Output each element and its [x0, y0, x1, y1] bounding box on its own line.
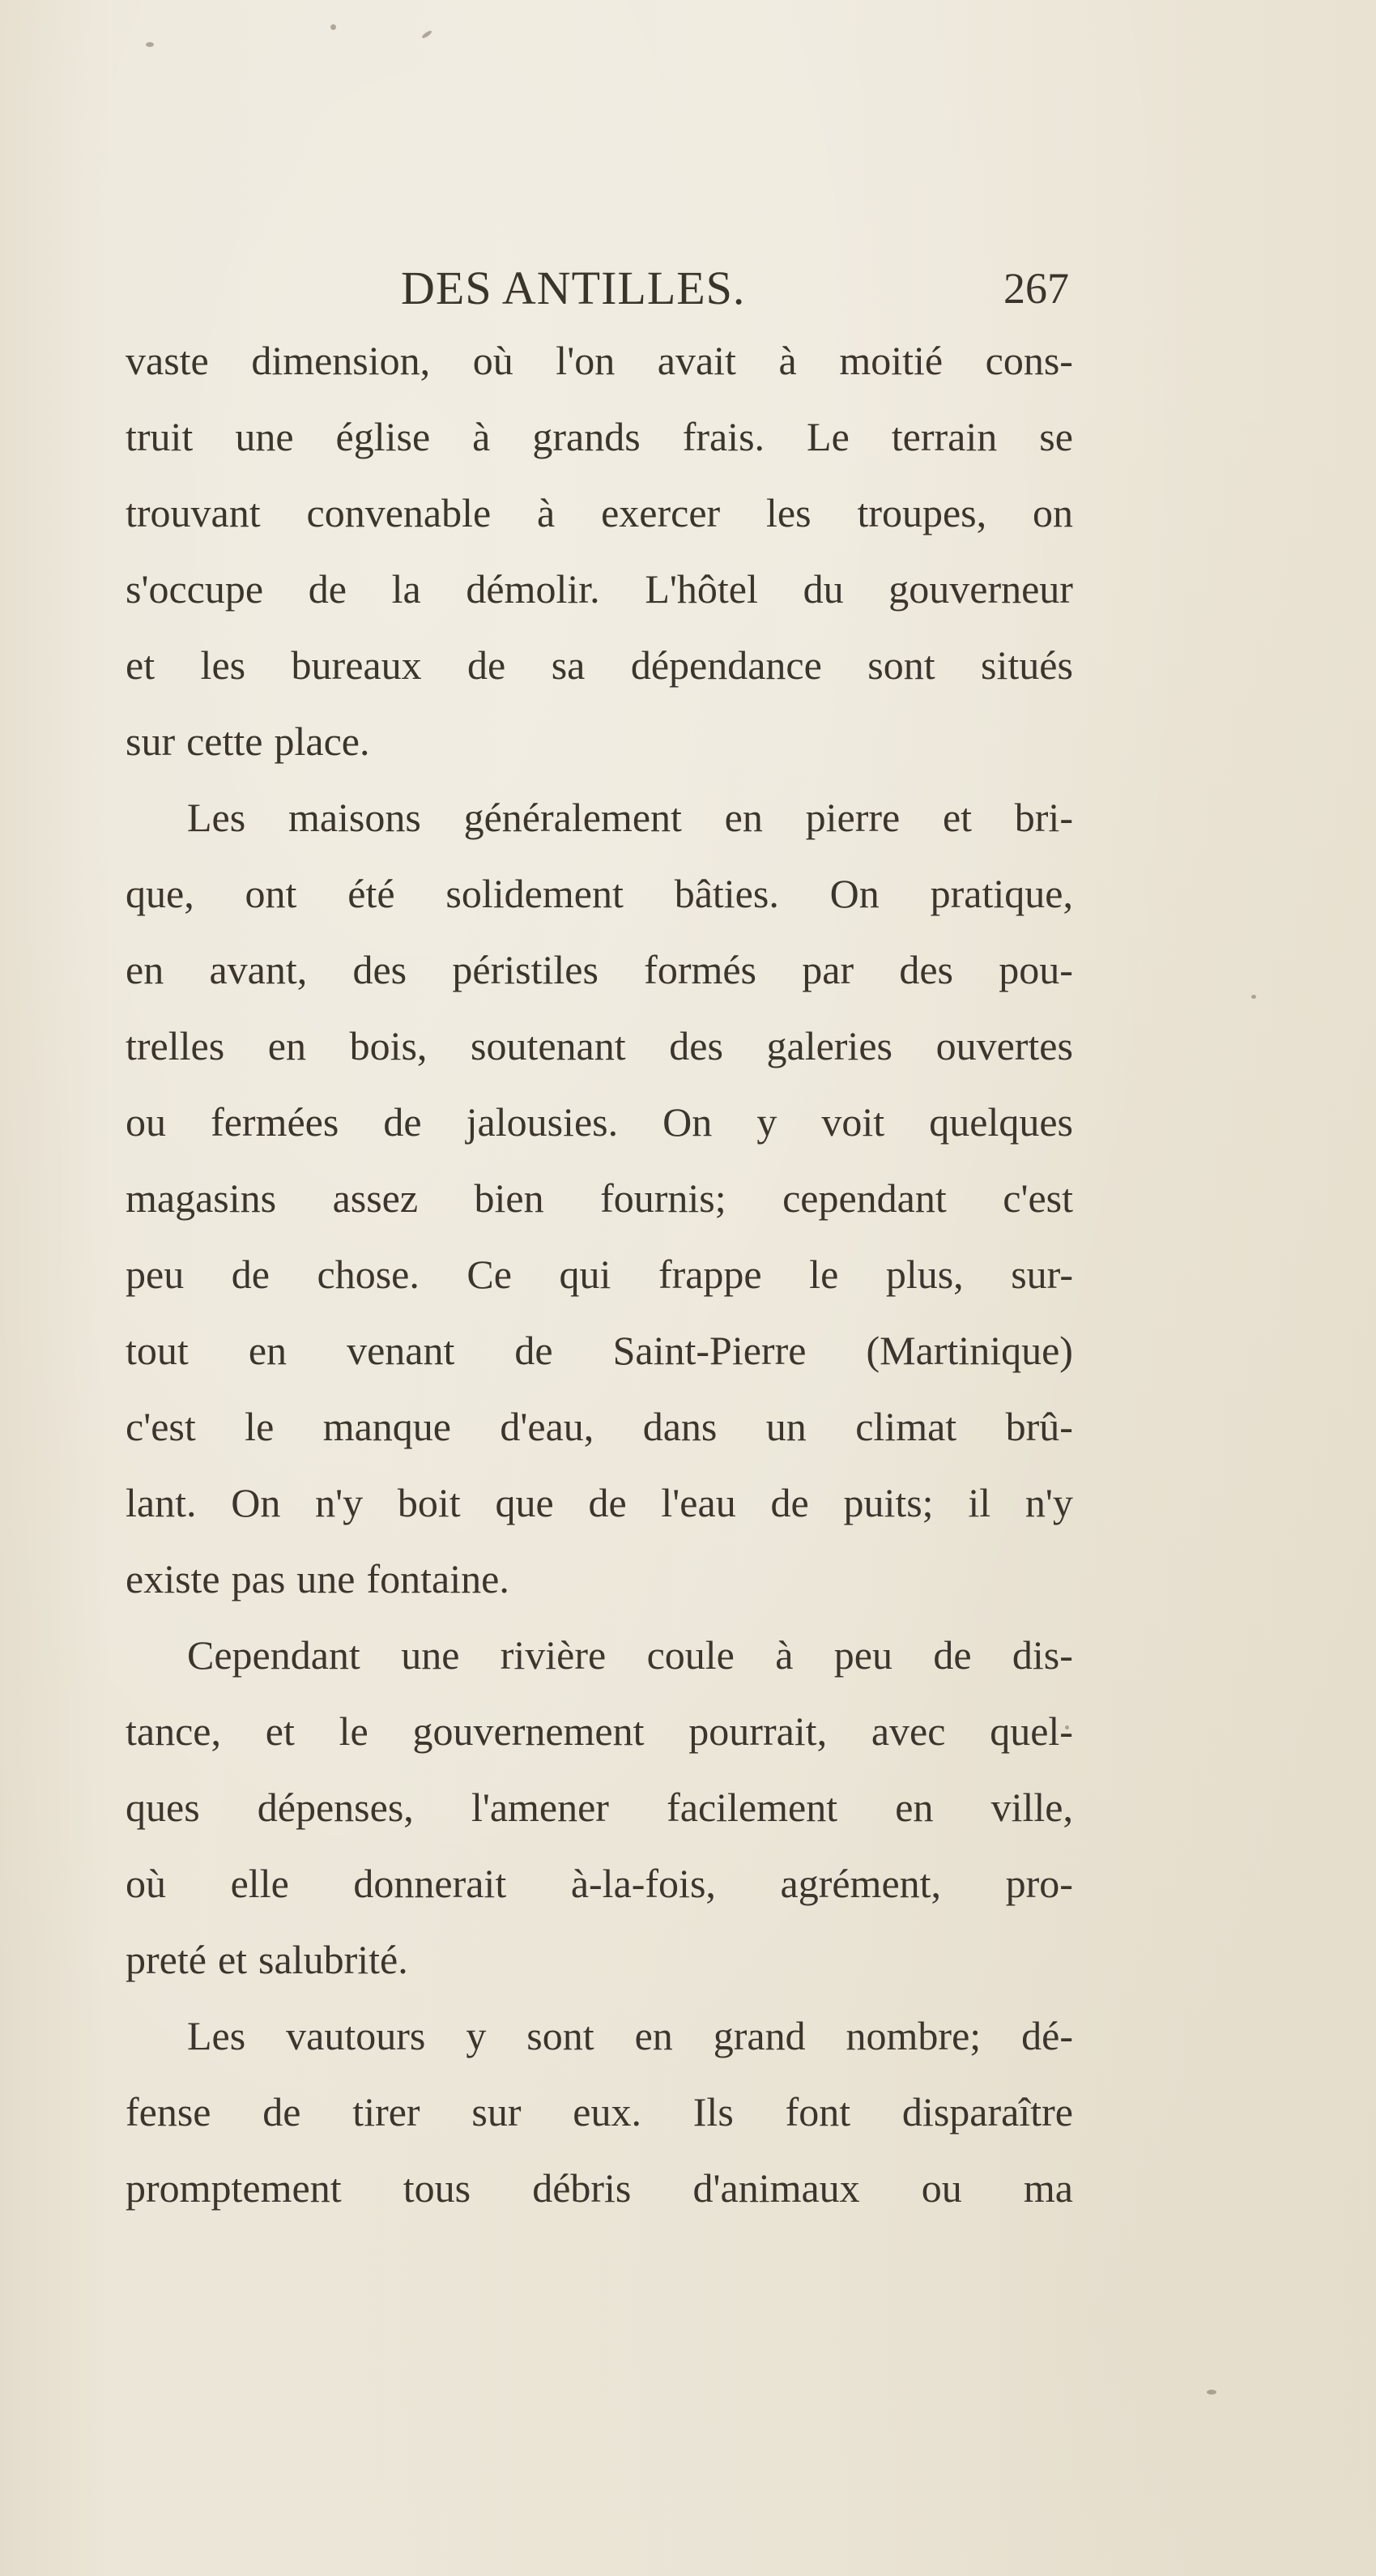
word: disparaître	[901, 2089, 1073, 2135]
word: bureaux	[291, 642, 422, 688]
word: du	[803, 566, 844, 612]
word: pourrait,	[688, 1708, 828, 1754]
text-line	[126, 703, 1073, 779]
word: à	[775, 1632, 794, 1678]
word: été	[347, 871, 395, 916]
word: moitié	[839, 338, 944, 383]
word: fontaine.	[366, 1556, 509, 1601]
text-line	[126, 1084, 1073, 1160]
word: ques	[126, 1785, 200, 1830]
word: Les	[187, 2013, 246, 2058]
word: peu	[126, 1252, 185, 1297]
word: maisons	[288, 795, 421, 840]
word: en	[724, 795, 763, 840]
word: des	[352, 947, 407, 992]
word: sa	[551, 642, 586, 688]
word: sont	[526, 2013, 594, 2058]
word: magasins	[126, 1175, 277, 1221]
word: galeries	[766, 1023, 892, 1068]
word: trelles	[126, 1023, 225, 1068]
word: avait	[657, 338, 736, 383]
word: église	[335, 414, 431, 459]
word: trouvant	[126, 490, 261, 535]
word: et	[126, 642, 155, 688]
word: de	[383, 1099, 422, 1145]
word: pou-	[999, 947, 1073, 992]
text-line	[126, 322, 1073, 399]
word: troupes,	[857, 490, 987, 535]
text-line	[126, 2074, 1073, 2150]
word: tance,	[126, 1708, 221, 1754]
word: tout	[126, 1328, 189, 1373]
word: de	[262, 2089, 301, 2135]
word: cons-	[985, 338, 1073, 383]
word: quelques	[929, 1099, 1073, 1145]
word: quel-	[990, 1708, 1073, 1754]
page-header	[126, 256, 1069, 321]
word: des	[669, 1023, 723, 1068]
word: nombre;	[846, 2013, 982, 2058]
word: tirer	[352, 2089, 420, 2135]
word: vaste	[126, 338, 209, 383]
word: fense	[126, 2089, 211, 2135]
word: dimension,	[251, 338, 431, 383]
word: c'est	[126, 1404, 196, 1449]
word: il	[968, 1480, 991, 1525]
word: venant	[347, 1328, 455, 1373]
ink-speck	[330, 24, 336, 30]
word: exercer	[601, 490, 721, 535]
word: dépenses,	[257, 1785, 414, 1830]
word: les	[200, 642, 246, 688]
running-title: DES ANTILLES.	[401, 262, 746, 314]
text-line	[126, 475, 1073, 551]
word: On	[829, 871, 880, 916]
word: démolir.	[466, 566, 600, 612]
word: bâties.	[674, 871, 779, 916]
text-line	[126, 551, 1073, 627]
word: un	[765, 1404, 807, 1449]
word: sont	[867, 642, 935, 688]
word: de	[770, 1480, 809, 1525]
word: cette	[186, 719, 263, 764]
word: en	[248, 1328, 288, 1373]
word: frappe	[658, 1252, 762, 1297]
word: preté	[126, 1937, 207, 1982]
word: Saint-Pierre	[612, 1328, 807, 1373]
word: avant,	[209, 947, 308, 992]
word: ouvertes	[935, 1023, 1073, 1068]
word: en	[267, 1023, 306, 1068]
word: frais.	[682, 414, 765, 459]
word: promptement	[126, 2165, 342, 2211]
word: une	[235, 414, 294, 459]
text-line	[126, 1388, 1073, 1465]
word: existe	[126, 1556, 220, 1601]
text-line	[126, 1312, 1073, 1388]
word: une	[296, 1556, 356, 1601]
word: et	[942, 795, 973, 840]
word: c'est	[1003, 1175, 1073, 1221]
word: et	[265, 1708, 295, 1754]
word: dis-	[1012, 1632, 1073, 1678]
word: de	[231, 1252, 270, 1297]
word: facilement	[667, 1785, 838, 1830]
word: de	[588, 1480, 627, 1525]
word: solidement	[445, 871, 624, 916]
word: bien	[474, 1175, 544, 1221]
word: l'on	[556, 338, 616, 383]
word: pierre	[805, 795, 901, 840]
word: donnerait	[353, 1861, 507, 1906]
word: Les	[187, 795, 246, 840]
word: Cependant	[187, 1632, 360, 1678]
word: de	[308, 566, 347, 612]
word: dépendance	[630, 642, 822, 688]
word: le	[245, 1404, 275, 1449]
word: elle	[230, 1861, 289, 1906]
word: chose.	[317, 1252, 420, 1297]
word: climat	[855, 1404, 957, 1449]
word: grand	[713, 2013, 806, 2058]
word: par	[802, 947, 854, 992]
word: débris	[532, 2165, 632, 2211]
word: bri-	[1014, 795, 1073, 840]
word: ont	[245, 871, 297, 916]
text-line	[126, 779, 1073, 855]
word: place.	[274, 719, 370, 764]
text-line	[126, 1465, 1073, 1541]
word: voit	[821, 1099, 885, 1145]
word: manque	[322, 1404, 451, 1449]
word: pas	[231, 1556, 286, 1601]
word: Ce	[466, 1252, 512, 1297]
word: d'eau,	[500, 1404, 594, 1449]
word: dans	[642, 1404, 718, 1449]
word: l'amener	[471, 1785, 609, 1830]
word: avec	[871, 1708, 946, 1754]
word: bois,	[349, 1023, 428, 1068]
word: dé-	[1021, 2013, 1073, 2058]
word: soutenant	[471, 1023, 626, 1068]
word: que	[495, 1480, 554, 1525]
text-line	[126, 855, 1073, 932]
body-text	[126, 322, 1073, 2226]
word: ou	[921, 2165, 962, 2211]
word: où	[472, 338, 513, 383]
word: pro-	[1005, 1861, 1073, 1906]
word: ou	[126, 1099, 166, 1145]
word: à	[472, 414, 491, 459]
word: On	[231, 1480, 281, 1525]
ink-speck	[1207, 2390, 1216, 2395]
word: L'hôtel	[645, 566, 758, 612]
word: en	[634, 2013, 673, 2058]
word: de	[514, 1328, 553, 1373]
text-line	[126, 399, 1073, 475]
word: convenable	[306, 490, 492, 535]
word: le	[809, 1252, 839, 1297]
word: y	[756, 1099, 777, 1145]
text-line	[126, 1541, 1073, 1617]
word: gouvernement	[412, 1708, 645, 1754]
word: de	[467, 642, 506, 688]
text-line	[126, 1160, 1073, 1236]
word: à-la-fois,	[570, 1861, 716, 1906]
ink-speck	[146, 42, 154, 47]
word: eux.	[573, 2089, 641, 2135]
word: on	[1033, 490, 1073, 535]
page-number: 267	[1003, 264, 1069, 313]
word: s'occupe	[126, 566, 264, 612]
word: Ils	[692, 2089, 734, 2135]
text-line	[126, 1008, 1073, 1084]
word: n'y	[1025, 1480, 1073, 1525]
word: assez	[332, 1175, 419, 1221]
word: tous	[403, 2165, 471, 2211]
word: brû-	[1005, 1404, 1073, 1449]
word: grands	[532, 414, 641, 459]
word: Le	[807, 414, 850, 459]
text-line	[126, 1617, 1073, 1693]
word: gouverneur	[888, 566, 1073, 612]
word: où	[126, 1861, 166, 1906]
word: jalousies.	[466, 1099, 619, 1145]
word: sur-	[1011, 1252, 1073, 1297]
word: pratique,	[930, 871, 1073, 916]
word: les	[766, 490, 812, 535]
word: d'animaux	[692, 2165, 860, 2211]
word: péristiles	[452, 947, 599, 992]
text-line	[126, 1236, 1073, 1312]
word: vautours	[286, 2013, 426, 2058]
word: lant.	[126, 1480, 197, 1525]
word: le	[339, 1708, 368, 1754]
word: boit	[397, 1480, 461, 1525]
ink-speck	[1251, 995, 1256, 999]
text-line	[126, 1998, 1073, 2074]
word: ville,	[990, 1785, 1073, 1830]
word: rivière	[500, 1632, 607, 1678]
word: qui	[559, 1252, 611, 1297]
word: peu	[833, 1632, 892, 1678]
ink-speck	[421, 29, 432, 39]
word: sur	[126, 719, 176, 764]
word: puits;	[843, 1480, 934, 1525]
word: cependant	[782, 1175, 947, 1221]
text-line	[126, 1769, 1073, 1845]
text-line	[126, 2150, 1073, 2226]
word: terrain	[891, 414, 998, 459]
word: et	[217, 1937, 248, 1982]
word: la	[391, 566, 421, 612]
word: coule	[646, 1632, 735, 1678]
word: une	[401, 1632, 460, 1678]
word: des	[899, 947, 954, 992]
word: y	[466, 2013, 487, 2058]
word: font	[785, 2089, 851, 2135]
text-line	[126, 1693, 1073, 1769]
word: en	[126, 947, 164, 992]
word: (Martinique)	[866, 1328, 1073, 1373]
word: On	[662, 1099, 713, 1145]
word: n'y	[315, 1480, 364, 1525]
word: fermées	[211, 1099, 339, 1145]
text-line	[126, 932, 1073, 1008]
word: fournis;	[600, 1175, 726, 1221]
word: à	[537, 490, 556, 535]
word: sur	[471, 2089, 522, 2135]
word: agrément,	[780, 1861, 942, 1906]
word: ma	[1023, 2165, 1073, 2211]
word: à	[778, 338, 797, 383]
word: que,	[126, 871, 194, 916]
word: l'eau	[661, 1480, 736, 1525]
word: truit	[126, 414, 194, 459]
word: salubrité.	[258, 1937, 408, 1982]
text-line	[126, 627, 1073, 703]
text-line	[126, 1845, 1073, 1921]
word: de	[933, 1632, 972, 1678]
word: se	[1039, 414, 1073, 459]
word: situés	[981, 642, 1073, 688]
word: formés	[644, 947, 757, 992]
word: en	[895, 1785, 934, 1830]
word: plus,	[885, 1252, 964, 1297]
word: généralement	[463, 795, 682, 840]
text-line	[126, 1921, 1073, 1998]
